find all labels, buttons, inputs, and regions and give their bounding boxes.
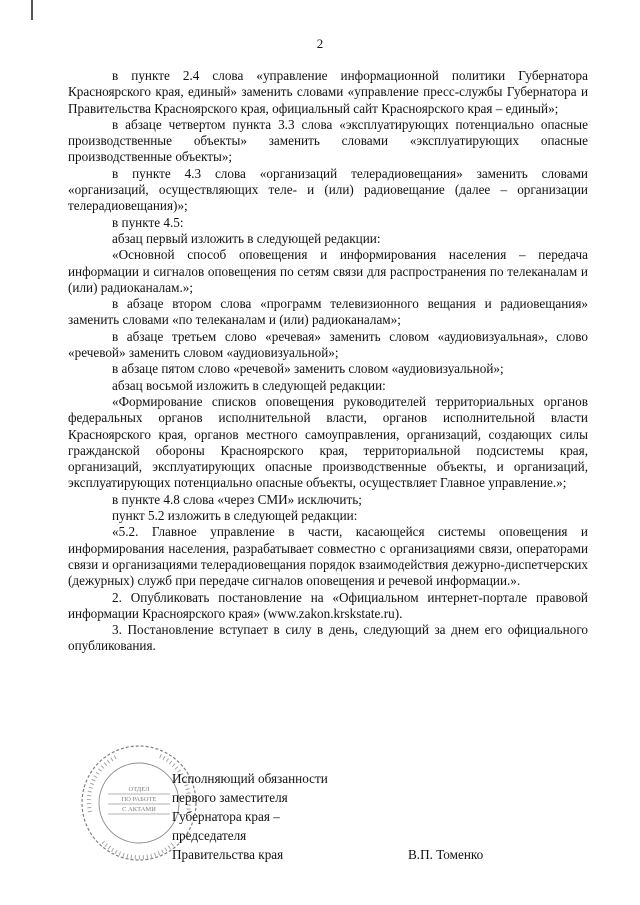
paragraph-1: в пункте 2.4 слова «управление информационной политики Губернатора Красноярского края, единый» заменить словами «управление пресс-службы Губернатора и Правительства Красноярского края, официальный сайт Красноярского края – единый»;: [68, 68, 588, 116]
paragraph-10: абзац восьмой изложить в следующей редакции:: [112, 377, 386, 393]
paragraph-9: в абзаце пятом слово «речевой» заменить словом «аудиовизуальной»;: [112, 361, 504, 377]
signature-line-3: Губернатора края –: [172, 809, 280, 824]
paragraph-8: в абзаце третьем слово «речевая» заменить словом «аудиовизуальная», слово «речевой» заменить словом «аудиовизуальной»;: [68, 328, 588, 361]
signature-line-4: председателя: [172, 828, 247, 843]
paragraph-4: в пункте 4.5:: [112, 214, 184, 230]
signature-line-5: Правительства края: [172, 847, 284, 862]
paragraph-13: пункт 5.2 изложить в следующей редакции:: [112, 508, 358, 524]
paragraph-5: абзац первый изложить в следующей редакции:: [112, 230, 381, 246]
page-number: 2: [316, 36, 324, 51]
paragraph-15: 2. Опубликовать постановление на «Официальном интернет-портале правовой информации Красноярского края» (www.zakon.krskstate.ru).: [68, 589, 588, 621]
paragraph-14: «5.2. Главное управление в части, касающейся системы оповещения и информирования населения, разрабатывает совместно с организациями связи, операторами связи и организациями телерадиовещания порядок взаимодействия дежурно-диспетчерских (дежурных) служб при передаче сигналов оповещения и речевой информации.».: [68, 524, 588, 589]
paragraph-2: в абзаце четвертом пункта 3.3 слова «эксплуатирующих потенциально опасные производственные объекты» заменить словами «эксплуатирующих опасные производственные объекты»;: [68, 116, 588, 165]
svg-text:С АКТАМИ: С АКТАМИ: [122, 806, 156, 813]
paragraph-7: в абзаце втором слова «программ телевизионного вещания и радиовещания» заменить словами «по телеканалам и (или) радиоканалам»;: [68, 296, 588, 328]
paragraph-3: в пункте 4.3 слова «организаций телерадиовещания» заменить словами «организаций, осуществляющих теле- и (или) радиовещание (далее – организации телерадиовещания)»;: [68, 165, 588, 214]
paragraph-16: 3. Постановление вступает в силу в день, следующий за днем его официального опубликования.: [68, 622, 588, 654]
paragraph-6: «Основной способ оповещения и информирования населения – передача информации и сигналов оповещения по сетям связи для распространения по телеканалам и (или) радиоканалам.»;: [68, 247, 588, 295]
svg-text:ОТДЕЛ: ОТДЕЛ: [128, 786, 150, 793]
paragraph-11: «Формирование списков оповещения руководителей территориальных органов федеральных органов исполнительной власти, органов исполнительной власти Красноярского края, органов местного самоуправления, организаций, создающих силы гражданской обороны Красноярского края, территориальной подсистемы края, организаций, эксплуатирующих опасные производственные объекты, и организаций, эксплуатирующих потенциально опасные объекты, осуществляет Главное управление.»;: [68, 393, 588, 491]
paragraph-12: в пункте 4.8 слова «через СМИ» исключить;: [112, 491, 362, 507]
signature-line-1: Исполняющий обязанности: [172, 771, 328, 786]
svg-text:ПО РАБОТЕ: ПО РАБОТЕ: [121, 796, 157, 803]
signature-line-2: первого заместителя: [172, 790, 288, 805]
signatory-name: В.П. Томенко: [408, 847, 484, 862]
